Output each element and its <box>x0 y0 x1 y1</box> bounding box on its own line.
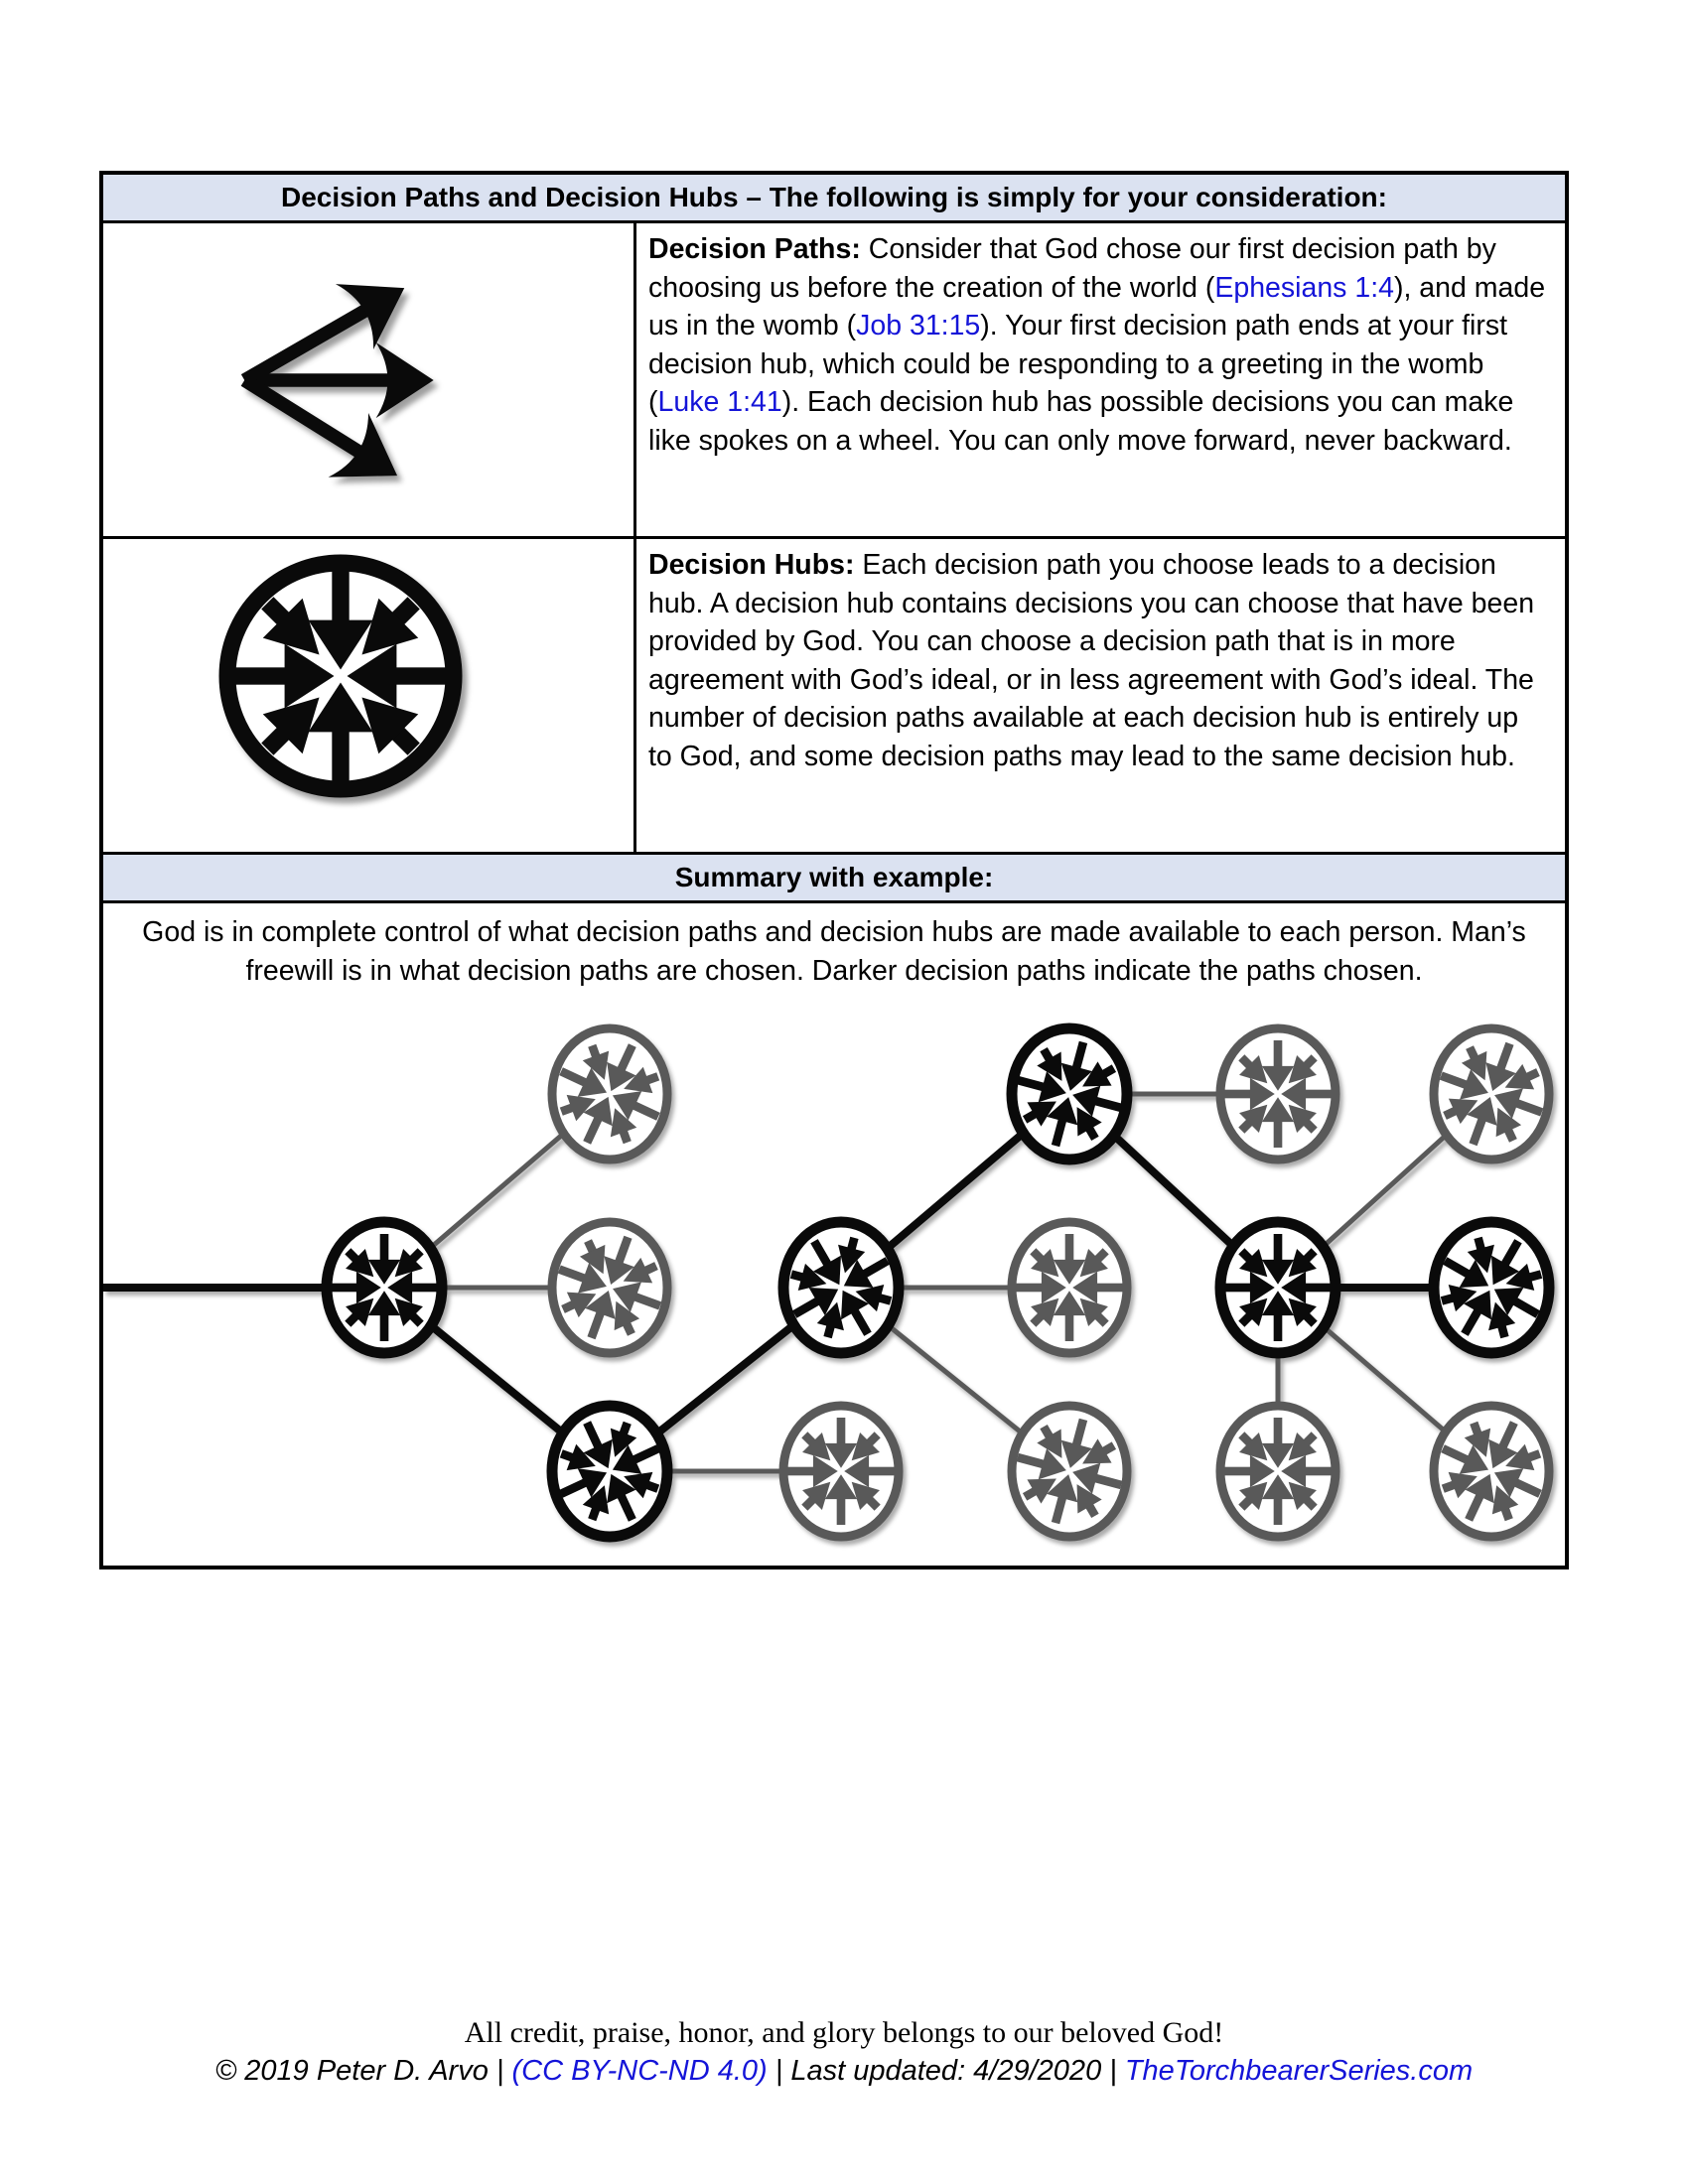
decision-hub-node <box>768 1214 914 1361</box>
hyperlink[interactable]: Ephesians 1:4 <box>1214 271 1394 304</box>
decision-table <box>99 171 1569 1570</box>
copyright-line <box>0 2051 1688 2091</box>
summary-text: God is in complete control of what decision paths and decision hubs are made available to each person. Man’s freewill is in what decision paths are chosen. Darker decision paths indicate the paths chosen. <box>142 916 1526 987</box>
decision-hub-node <box>1220 1406 1336 1537</box>
decision-paths-text <box>636 223 1565 536</box>
decision-hub-node <box>538 1400 681 1543</box>
decision-hubs-row <box>103 539 1565 855</box>
decision-hub-nodes <box>327 1023 1565 1543</box>
credit-line: All credit, praise, honor, and glory belongs to our beloved God! <box>464 2016 1224 2049</box>
text-segment: Each decision path you choose leads to a decision hub. A decision hub contains decisions you can choose that have been provided by God. You can choose a decision path that is in more agreement with God’s ideal, or in less agreement with God’s ideal. The number of decision paths available at each decision hub is entirely up to God, and some decision paths may lead to the same decision hub. <box>648 549 1535 772</box>
decision-path-icon-cell <box>103 223 636 536</box>
decision-hub-node <box>1220 1028 1336 1160</box>
decision-hub-node <box>227 563 454 789</box>
table-header-decision-paths-hubs: Decision Paths and Decision Hubs – The following is simply for your consideration: <box>103 175 1565 223</box>
decision-hub-node <box>1423 1025 1560 1162</box>
text-segment: Consider that God chose our first decision path by choosing us before the creation of the world ( <box>648 233 1496 304</box>
decision-hub-node <box>783 1406 899 1537</box>
decision-hub-node <box>327 1222 442 1353</box>
text-segment: ). Each decision hub has possible decisions you can make like spokes on a wheel. You can only move forward, never backward. <box>648 386 1514 457</box>
decision-hub-icon <box>209 544 473 808</box>
decision-paths-row <box>103 223 1565 539</box>
hyperlink[interactable]: Job 31:15 <box>856 310 981 341</box>
text-segment: ), and made us in the womb ( <box>648 271 1546 341</box>
decision-hub-node <box>1220 1222 1336 1353</box>
page-footer <box>0 2015 1688 2091</box>
decision-hub-node <box>1420 1400 1563 1543</box>
decision-path-icon <box>220 245 467 515</box>
text-segment: ). Your first decision path ends at your first decision hub, which could be responding to a greeting in the womb ( <box>648 310 1507 418</box>
bold-lead-in: Decision Paths: <box>648 233 869 265</box>
table-header-summary: Summary with example: <box>103 855 1565 903</box>
decision-hub-node <box>1004 1028 1135 1160</box>
decision-hub-node <box>538 1023 681 1165</box>
decision-hub-node <box>541 1219 678 1356</box>
decision-hub-icon-cell <box>103 539 636 852</box>
text-segment: © 2019 Peter D. Arvo | <box>214 2055 512 2087</box>
decision-network-diagram <box>103 903 1565 1566</box>
summary-cell <box>103 903 1565 1566</box>
decision-hubs-text <box>636 539 1565 852</box>
decision-hub-node <box>1012 1222 1127 1353</box>
decision-hub-node <box>1004 1406 1135 1537</box>
decision-hub-node <box>1418 1214 1565 1361</box>
hyperlink[interactable]: TheTorchbearerSeries.com <box>1124 2055 1474 2087</box>
bold-lead-in: Decision Hubs: <box>648 549 863 581</box>
hyperlink[interactable]: Luke 1:41 <box>657 386 782 418</box>
text-segment: | Last updated: 4/29/2020 | <box>767 2055 1125 2087</box>
hyperlink[interactable]: (CC BY-NC-ND 4.0) <box>511 2055 768 2087</box>
